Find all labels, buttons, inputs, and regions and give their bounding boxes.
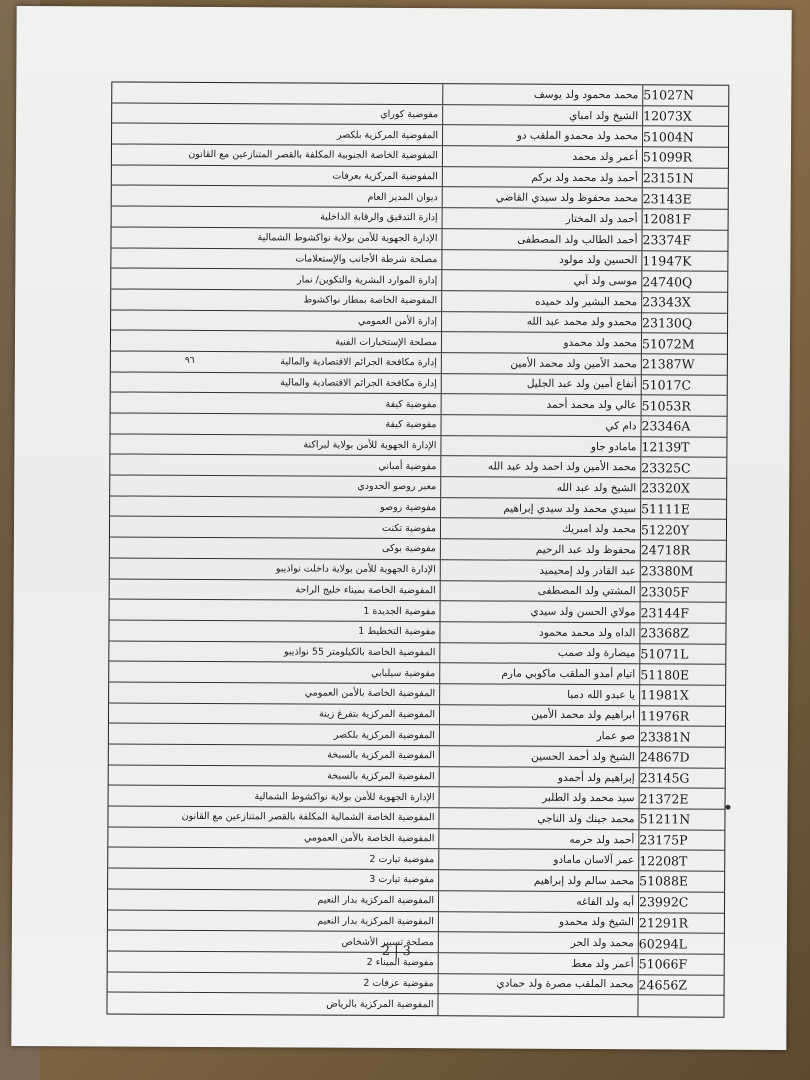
employee-code: 11976R <box>639 706 725 726</box>
assigned-unit: مفوضية روصو <box>380 501 437 514</box>
employee-name: موسى ولد آبي <box>441 270 641 291</box>
marginal-note: ٩٦ <box>184 355 195 366</box>
employee-name: محمد الملقب مصرة ولد حمادي <box>438 974 638 995</box>
employee-name: محمد محمود ولد يوسف <box>442 84 642 105</box>
employee-name: الشيخ ولد محمدو <box>438 912 638 933</box>
employee-code: 23992C <box>638 892 724 912</box>
assigned-unit: مفوضية الميناء 2 <box>366 957 434 969</box>
assigned-unit <box>112 82 442 103</box>
personnel-table <box>106 81 729 1017</box>
employee-name: عمر آلاسان مامادو <box>438 850 638 871</box>
employee-code: 51088E <box>638 871 724 891</box>
employee-code: 23320X <box>640 478 726 498</box>
employee-name: أنفاع أمين ولد عبد الجليل <box>441 374 641 395</box>
assigned-unit: مفوضية كيفة <box>385 419 437 431</box>
assigned-unit: إدارة الأمن العمومي <box>358 315 438 328</box>
page-number: 2 | 3 <box>381 943 412 960</box>
assigned-unit: مفوضية التخطيط 1 <box>358 625 436 638</box>
assigned-unit: المفوضية الخاصة الجنوبية المكلفة بالقصر المتنازعين مع القانون <box>188 149 438 162</box>
employee-code: 12081F <box>642 209 728 229</box>
employee-name: الداه ولد محمد محمود <box>439 622 639 643</box>
employee-code: 51099R <box>642 147 728 167</box>
assigned-unit: إدارة مكافحة الجرائم الاقتصادية والمالية <box>280 377 437 390</box>
employee-code: 11981X <box>639 685 725 705</box>
document-page <box>11 6 791 1050</box>
assigned-unit: مفوضية كوراي <box>380 108 439 121</box>
assigned-unit: ديوان المدير العام <box>367 191 438 203</box>
assigned-unit: المفوضية الخاصة الشمالية المكلفة بالقصر المتنازعين مع القانون <box>181 811 435 824</box>
employee-code: 51066F <box>638 954 724 974</box>
employee-code: 51027N <box>642 85 728 105</box>
employee-code: 11947K <box>641 251 727 271</box>
employee-code: 23343X <box>641 292 727 312</box>
employee-name: أحمد ولد حرمه <box>438 829 638 850</box>
employee-name: عالي ولد محمد أحمد <box>441 395 641 416</box>
assigned-unit: المفوضية المركزية بدار النعيم <box>317 894 435 907</box>
employee-code: 51220Y <box>640 520 726 540</box>
employee-name: محمد سالم ولد إبراهيم <box>438 870 638 891</box>
employee-code: 23381N <box>639 727 725 747</box>
employee-code: 12073X <box>642 106 728 126</box>
assigned-unit: مصلحة تسيير الأشخاص <box>341 936 434 948</box>
employee-name: محمد ولد الحر <box>438 932 638 953</box>
employee-code: 23374F <box>641 230 727 250</box>
assigned-unit: المفوضية المركزية بلكصر <box>333 729 435 741</box>
employee-code: 21291R <box>638 913 724 933</box>
employee-name: محمد جينك ولد الناجي <box>438 808 638 829</box>
employee-code: 51017C <box>641 375 727 395</box>
employee-name: المشتي ولد المصطفى <box>440 581 640 602</box>
employee-code: 51004N <box>642 127 728 147</box>
assigned-unit: المفوضية الخاصة بالكيلومتر 55 نواذيبو <box>284 646 436 659</box>
employee-name: الشيخ ولد امباي <box>442 105 642 126</box>
employee-name: محفوظ ولد عبد الرحيم <box>440 539 640 560</box>
employee-name: ميصارة ولد صمب <box>439 643 639 664</box>
assigned-unit: المفوضية المركزية بالسبخة <box>327 749 435 762</box>
assigned-unit: المفوضية المركزية بتفرغ زينة <box>318 708 436 721</box>
employee-code: 23130Q <box>641 313 727 333</box>
employee-code: 23380M <box>640 561 726 581</box>
assigned-unit: مفوضية تكنت <box>382 522 437 534</box>
employee-name: الحسين ولد مولود <box>441 250 641 271</box>
ink-dot <box>726 805 731 810</box>
assigned-unit: مفوضية الجديدة 1 <box>363 605 436 617</box>
employee-name: أحمد ولد محمد ولد بركم <box>442 167 642 188</box>
employee-name: أحمد ولد المختار <box>442 208 642 229</box>
employee-code: 21372E <box>639 789 725 809</box>
assigned-unit: مفوضية أمباني <box>378 460 437 472</box>
assigned-unit: مصلحة الإستخبارات الفنية <box>335 336 438 348</box>
assigned-unit: إدارة مكافحة الجرائم الاقتصادية والمالية <box>280 356 437 369</box>
employee-name: إبراهيم ولد أحمدو <box>439 767 639 788</box>
employee-code: 51111E <box>640 499 726 519</box>
employee-code: 23346A <box>640 416 726 436</box>
employee-code: 23144F <box>640 602 726 622</box>
employee-name: محمد ولد امبريك <box>440 519 640 540</box>
employee-code: 24718R <box>640 540 726 560</box>
employee-code: 12208T <box>638 851 724 871</box>
employee-name: أعمر ولد محمد <box>442 146 642 167</box>
assigned-unit: الإدارة الجهوية للأمن بولاية نواكشوط الشمالية <box>257 232 438 245</box>
employee-code: 23145G <box>639 768 725 788</box>
assigned-unit: الإدارة الجهوية للأمن بولاية نواكشوط الشمالية <box>254 790 435 803</box>
assigned-unit: إدارة التدقيق والرقابة الداخلية <box>320 212 438 224</box>
assigned-unit: مصلحة شرطة الأجانب والإستعلامات <box>295 253 438 266</box>
employee-name: محمدو ولد محمد عبد الله <box>441 312 641 333</box>
employee-code: 23143E <box>642 189 728 209</box>
employee-name: أعمر ولد معط <box>438 953 638 974</box>
table-row <box>107 993 723 1017</box>
employee-name <box>437 994 637 1016</box>
assigned-unit: مفوضية سيلبابي <box>371 667 436 679</box>
employee-name: أبه ولد الفاغه <box>438 891 638 912</box>
assigned-unit: الإدارة الجهوية للأمن بولاية لبراكنة <box>303 439 437 452</box>
assigned-unit: المفوضية المركزية بالرياض <box>326 998 434 1011</box>
assigned-unit: المفوضية المركزية بلكصر <box>336 129 439 141</box>
employee-code: 51211N <box>638 809 724 829</box>
employee-name: محمد محفوظ ولد سيدي القاضي <box>442 188 642 209</box>
employee-code <box>637 995 723 1016</box>
assigned-unit: مفوضية كيفة <box>385 398 437 410</box>
employee-name: أحمد الطالب ولد المصطفى <box>441 229 641 250</box>
assigned-unit: المفوضية الخاصة بالأمن العمومي <box>303 832 435 845</box>
employee-code: 60294L <box>638 933 724 953</box>
assigned-unit: مفوضية تيارت 2 <box>369 853 435 865</box>
employee-code: 24867D <box>639 747 725 767</box>
assigned-unit: المفوضية الخاصة بميناء خليج الراحة <box>295 584 436 597</box>
employee-name: محمد الأمين ولد محمد الأمين <box>441 353 641 374</box>
employee-name: عبد القادر ولد إمحيميد <box>440 560 640 581</box>
assigned-unit: المفوضية المركزية بعرفات <box>332 170 438 183</box>
assigned-unit: مفوضية عرفات 2 <box>363 977 434 990</box>
assigned-unit: المفوضية الخاصة بالأمن العمومي <box>304 687 436 700</box>
employee-code: 23175P <box>638 830 724 850</box>
employee-name: يا عبدو الله دمبا <box>439 684 639 705</box>
employee-code: 23151N <box>642 168 728 188</box>
employee-code: 23305F <box>640 582 726 602</box>
employee-name: مولاي الحسن ولد سيدي <box>440 601 640 622</box>
employee-code: 51072M <box>641 334 727 354</box>
employee-name: محمد ولد محمدو <box>441 332 641 353</box>
assigned-unit: إدارة الموارد البشرية والتكوين/ نمار <box>297 273 438 286</box>
employee-name: صو عمار <box>439 726 639 747</box>
employee-name: ابراهيم ولد محمد الأمين <box>439 705 639 726</box>
assigned-unit: مفوضية تيارت 3 <box>369 874 435 886</box>
assigned-unit: مفوضية بوكى <box>382 543 436 555</box>
employee-code: 51180E <box>639 664 725 684</box>
employee-name: مامادو جاو <box>440 436 640 457</box>
employee-code: 51071L <box>639 644 725 664</box>
employee-name: محمد البشير ولد حميده <box>441 291 641 312</box>
employee-code: 24656Z <box>638 975 724 995</box>
employee-name: اتيام أمدو الملقب ماكوبي مارم <box>439 663 639 684</box>
employee-code: 23325C <box>640 458 726 478</box>
employee-name: دام كي <box>440 415 640 436</box>
employee-name: الشيخ ولد أحمد الحسين <box>439 746 639 767</box>
employee-name: سيدي محمد ولد سيدي إبراهيم <box>440 498 640 519</box>
assigned-unit: معبر روصو الحدودي <box>357 481 437 493</box>
assigned-unit: المفوضية المركزية بالسبخة <box>327 770 435 783</box>
employee-code: 51053R <box>641 396 727 416</box>
employee-name: محمد ولد محمدو الملقب دو <box>442 126 642 147</box>
employee-name: محمد الأمين ولد احمد ولد عبد الله <box>440 457 640 478</box>
employee-code: 24740Q <box>641 271 727 291</box>
employee-code: 21387W <box>641 354 727 374</box>
employee-name: سيد محمد ولد الطلبر <box>439 788 639 809</box>
employee-name: الشيخ ولد عبد الله <box>440 477 640 498</box>
assigned-unit: الإدارة الجهوية للأمن بولاية داخلت نواذيبو <box>275 563 436 576</box>
assigned-unit: المفوضية الخاصة بمطار نواكشوط <box>303 294 438 307</box>
assigned-unit: المفوضية المركزية بدار النعيم <box>317 915 434 928</box>
employee-code: 12139T <box>640 437 726 457</box>
employee-code: 23368Z <box>639 623 725 643</box>
